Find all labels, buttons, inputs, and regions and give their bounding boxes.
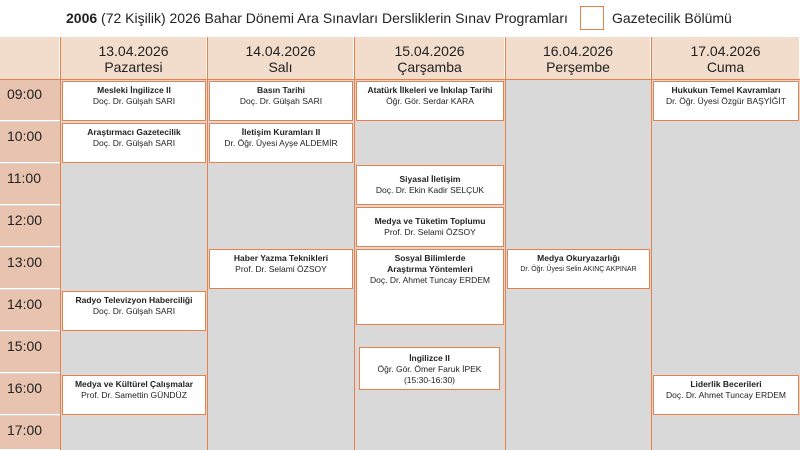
exam-cell xyxy=(653,375,799,415)
exam-course: Atatürk İlkeleri ve İnkılap Tarihi xyxy=(367,85,493,95)
day-date: 14.04.2026 xyxy=(245,43,316,59)
exam-teacher: Prof. Dr. Samettin GÜNDÜZ xyxy=(81,390,187,400)
exam-teacher: Doç. Dr. Ahmet Tuncay ERDEM xyxy=(370,275,490,285)
day-header-tuesday xyxy=(208,37,354,79)
day-date: 13.04.2026 xyxy=(98,43,169,59)
exam-time-note: (15:30-16:30) xyxy=(403,375,456,385)
day-header-thursday xyxy=(506,37,651,79)
title-rest: (72 Kişilik) 2026 Bahar Dönemi Ara Sınavları Dersliklerin Sınav Programları xyxy=(97,10,568,26)
exam-cell xyxy=(62,375,206,415)
day-name: Salı xyxy=(268,59,293,75)
exam-teacher: Öğr. Gör. Ömer Faruk İPEK xyxy=(377,364,482,374)
exam-course: Medya Okuryazarlığı xyxy=(537,253,620,263)
exam-course: Mesleki İngilizce II xyxy=(97,85,171,95)
exam-teacher: Dr. Öğr. Üyesi Selin AKINÇ AKPINAR xyxy=(520,266,637,273)
exam-teacher: Doç. Dr. Ahmet Tuncay ERDEM xyxy=(666,390,786,400)
exam-course-line2: Araştırma Yöntemleri xyxy=(387,264,473,274)
exam-teacher: Prof. Dr. Selami ÖZSOY xyxy=(384,227,476,237)
column-divider xyxy=(354,37,355,450)
day-date: 16.04.2026 xyxy=(542,43,614,59)
exam-course: Medya ve Tüketim Toplumu xyxy=(374,216,486,226)
exam-course: Araştırmacı Gazetecilik xyxy=(87,127,181,137)
exam-cell xyxy=(209,81,353,121)
exam-cell xyxy=(356,207,504,247)
title-code: 2006 xyxy=(66,10,98,26)
exam-cell xyxy=(359,347,500,390)
exam-course: Radyo Televizyon Haberciliği xyxy=(75,295,193,305)
exam-teacher: Doç. Dr. Gülşah SARI xyxy=(239,96,323,106)
exam-teacher: Dr. Öğr. Üyesi Özgür BAŞYİĞİT xyxy=(666,96,786,106)
exam-course: Medya ve Kültürel Çalışmalar xyxy=(74,379,194,389)
exam-cell xyxy=(356,81,504,121)
exam-cell xyxy=(356,249,504,325)
exam-course: İletişim Kuramları II xyxy=(241,127,321,137)
time-slot: 10:00 xyxy=(0,122,60,163)
exam-course: Hukukun Temel Kavramları xyxy=(671,85,781,95)
time-slot: 16:00 xyxy=(0,374,60,415)
day-name: Cuma xyxy=(706,59,745,75)
day-header-monday xyxy=(61,37,207,79)
exam-teacher: Öğr. Gör. Serdar KARA xyxy=(386,96,474,106)
exam-teacher: Doç. Dr. Gülşah SARI xyxy=(92,138,176,148)
header-divider xyxy=(0,79,800,80)
time-slot: 17:00 xyxy=(0,416,60,450)
exam-cell xyxy=(356,165,504,205)
exam-teacher: Doç. Dr. Gülşah SARI xyxy=(92,306,176,316)
time-slot: 11:00 xyxy=(0,164,60,205)
schedule-grid xyxy=(0,37,800,450)
title-bar xyxy=(0,0,800,36)
time-slot: 14:00 xyxy=(0,290,60,331)
exam-cell xyxy=(62,81,206,121)
exam-teacher: Doç. Dr. Ekin Kadir SELÇUK xyxy=(375,185,485,195)
day-header-wednesday xyxy=(355,37,505,79)
exam-course: Sosyal Bilimlerde xyxy=(394,253,466,263)
exam-teacher: Prof. Dr. Selami ÖZSOY xyxy=(235,264,327,274)
day-name: Pazartesi xyxy=(104,59,163,75)
department-label: Gazetecilik Bölümü xyxy=(612,10,732,26)
column-divider xyxy=(505,37,506,450)
column-divider xyxy=(651,37,652,450)
time-slot: 13:00 xyxy=(0,248,60,289)
exam-cell xyxy=(653,81,799,121)
time-slot: 12:00 xyxy=(0,206,60,247)
time-slot: 09:00 xyxy=(0,80,60,121)
exam-cell xyxy=(209,249,353,289)
exam-course: Basın Tarihi xyxy=(256,85,306,95)
page-title xyxy=(66,10,568,26)
day-name: Perşembe xyxy=(546,59,610,75)
day-date: 17.04.2026 xyxy=(690,43,761,59)
column-divider xyxy=(60,37,61,450)
corner-cell xyxy=(0,37,60,79)
exam-cell xyxy=(507,249,650,289)
exam-cell xyxy=(62,291,206,331)
column-divider xyxy=(207,37,208,450)
exam-teacher: Dr. Öğr. Üyesi Ayşe ALDEMİR xyxy=(224,138,338,148)
exam-course: Haber Yazma Teknikleri xyxy=(233,253,329,263)
exam-course: İngilizce II xyxy=(409,353,450,363)
day-date: 15.04.2026 xyxy=(394,43,465,59)
exam-course: Liderlik Becerileri xyxy=(690,379,762,389)
exam-cell xyxy=(209,123,353,163)
exam-teacher: Doç. Dr. Gülşah SARI xyxy=(92,96,176,106)
day-header-friday xyxy=(652,37,800,79)
time-slot: 15:00 xyxy=(0,332,60,373)
department-color-box xyxy=(580,6,604,30)
day-name: Çarşamba xyxy=(397,59,462,75)
exam-cell xyxy=(62,123,206,163)
exam-course: Siyasal İletişim xyxy=(399,174,461,184)
